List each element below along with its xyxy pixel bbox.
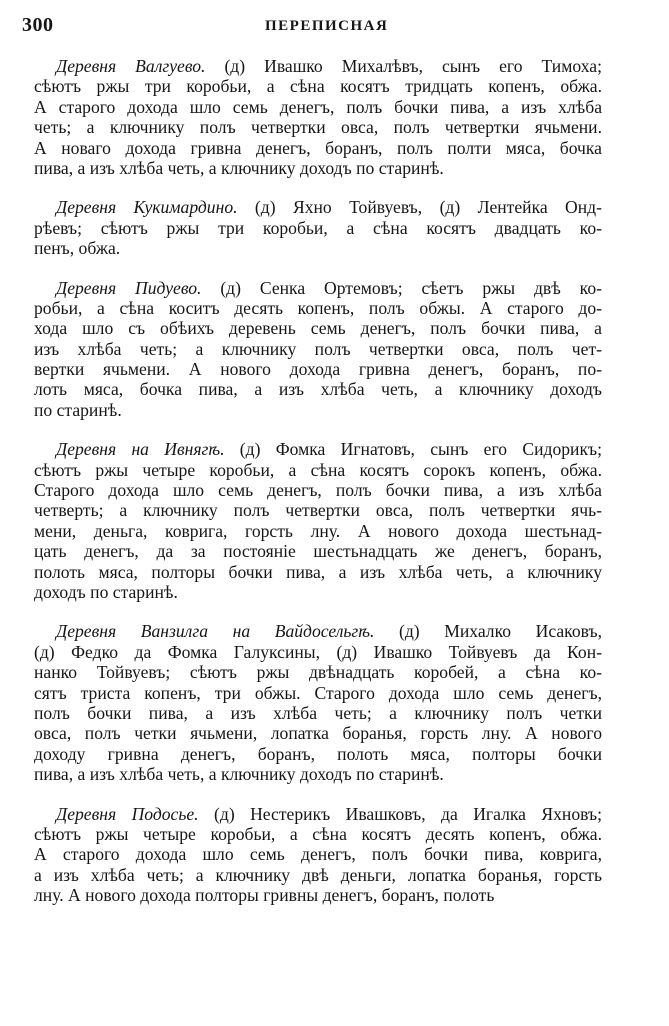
line-text: овса, полъ четки ячьмени, лопатка боранья, горсть лну. А нового — [34, 723, 602, 744]
text-line — [34, 824, 602, 844]
line-text: (д) Нестерикъ Ивашковъ, да Игалка Яхновъ; — [198, 803, 602, 824]
text-line — [34, 298, 602, 318]
text-line — [34, 662, 602, 682]
entry-paragraph — [34, 439, 602, 602]
text-line — [34, 158, 602, 178]
text-line — [34, 521, 602, 541]
text-line — [34, 744, 602, 764]
line-text: по старинѣ. — [34, 399, 122, 420]
village-title: Деревня Пидуево. — [56, 277, 202, 298]
text-line — [34, 621, 602, 641]
text-line — [34, 138, 602, 158]
running-head: ПЕРЕПИСНАЯ — [265, 18, 389, 34]
line-text: (д) Федко да Фомка Галуксины, (д) Ивашко Тойвуевъ да Кон- — [34, 641, 602, 662]
entry-paragraph — [34, 197, 602, 258]
line-text: нанко Тойвуевъ; сѣютъ ржы двѣнадцать коробей, а сѣна ко- — [34, 662, 602, 683]
page-number: 300 — [22, 14, 54, 36]
line-text: пива, а изъ хлѣба четь, а ключнику доходъ по старинѣ. — [34, 157, 444, 178]
entry-paragraph — [34, 621, 602, 784]
text-line — [34, 318, 602, 338]
line-text: хода шло съ обѣихъ деревень семь денегъ, полъ бочки пива, а — [34, 318, 602, 339]
line-text: а изъ хлѣба четь; а ключнику двѣ деньги, лопатка боранья, горсть — [34, 864, 602, 885]
text-line — [34, 582, 602, 602]
text-line — [34, 500, 602, 520]
text-line — [34, 439, 602, 459]
line-text: (д) Сенка Ортемовъ; сѣетъ ржы двѣ ко- — [201, 277, 602, 298]
entry-paragraph — [34, 56, 602, 178]
line-text: сѣютъ ржы четыре коробьи, а сѣна косятъ сорокъ копенъ, обжа. — [34, 459, 602, 480]
line-text: (д) Яхно Тойвуевъ, (д) Лентейка Онд- — [237, 197, 602, 218]
text-line — [34, 865, 602, 885]
text-line — [34, 339, 602, 359]
text-line — [34, 97, 602, 117]
line-text: (д) Михалко Исаковъ, — [374, 621, 602, 642]
line-text: полъ бочки пива, а изъ хлѣба четь; а ключнику полъ четки — [34, 702, 602, 723]
text-line — [34, 480, 602, 500]
line-text: пенъ, обжа. — [34, 238, 121, 259]
text-line — [34, 642, 602, 662]
text-line — [34, 804, 602, 824]
text-line — [34, 683, 602, 703]
line-text: четь; а ключнику полъ четвертки овса, полъ четвертки ячьмени. — [34, 117, 602, 138]
line-text: сѣютъ ржы четыре коробьи, а сѣна косятъ десять копенъ, обжа. — [34, 823, 602, 844]
text-line — [34, 723, 602, 743]
page-header — [22, 14, 622, 42]
village-title: Деревня Подосье. — [56, 803, 199, 824]
village-title: Деревня на Ивнягѣ. — [56, 439, 225, 460]
text-line — [34, 197, 602, 217]
line-text: Старого дохода шло семь денегъ, полъ бочки пива, а изъ хлѣба — [34, 480, 602, 501]
text-line — [34, 238, 602, 258]
line-text: доходу гривна денегъ, боранъ, полоть мяса, полторы бочки — [34, 743, 602, 764]
village-title: Деревня Валгуево. — [56, 56, 206, 76]
text-line — [34, 541, 602, 561]
line-text: сятъ триста копенъ, три обжы. Старого дохода шло семь денегъ, — [34, 682, 602, 703]
line-text: доходъ по старинѣ. — [34, 581, 178, 602]
body-text — [34, 56, 602, 924]
line-text: А старого дохода шло семь денегъ, полъ бочки пива, а изъ хлѣба — [34, 96, 602, 117]
text-line — [34, 562, 602, 582]
text-line — [34, 703, 602, 723]
line-text: сѣютъ ржы три коробьи, а сѣна косятъ тридцать копенъ, обжа. — [34, 76, 602, 97]
text-line — [34, 764, 602, 784]
line-text: мени, деньга, коврига, горсть лну. А нового дохода шестьнад- — [34, 520, 602, 541]
text-line — [34, 278, 602, 298]
text-line — [34, 56, 602, 76]
line-text: рѣевъ; сѣютъ ржы три коробьи, а сѣна косятъ двадцать ко- — [34, 217, 602, 238]
entry-paragraph — [34, 804, 602, 906]
line-text: (д) Ивашко Михалѣвъ, сынъ его Тимоха; — [205, 56, 602, 76]
text-line — [34, 460, 602, 480]
line-text: изъ хлѣба четь; а ключнику полъ четвертки овса, полъ чет- — [34, 338, 602, 359]
text-line — [34, 218, 602, 238]
text-line — [34, 379, 602, 399]
line-text: цать денегъ, да за постояніе шестьнадцать же денегъ, боранъ, — [34, 541, 602, 562]
line-text: четверть; а ключнику полъ четвертки овса, полъ четвертки ячь- — [34, 500, 602, 521]
village-title: Деревня Кукимардино. — [56, 197, 238, 218]
line-text: робьи, а сѣна коситъ десять копенъ, полъ обжы. А старого до- — [34, 297, 602, 318]
text-line — [34, 885, 602, 905]
text-line — [34, 359, 602, 379]
text-line — [34, 76, 602, 96]
line-text: А старого дохода шло семь денегъ, полъ бочки пива, коврига, — [34, 844, 602, 865]
line-text: лоть мяса, бочка пива, а изъ хлѣба четь, а ключнику доходъ — [34, 379, 602, 400]
line-text: (д) Фомка Игнатовъ, сынъ его Сидорикъ; — [224, 439, 602, 460]
entry-paragraph — [34, 278, 602, 421]
line-text: полоть мяса, полторы бочки пива, а изъ хлѣба четь, а ключнику — [34, 561, 602, 582]
text-line — [34, 400, 602, 420]
line-text: лну. А нового дохода полторы гривны денегъ, боранъ, полоть — [34, 885, 495, 906]
line-text: А новаго дохода гривна денегъ, боранъ, полъ полти мяса, бочка — [34, 137, 602, 158]
text-line — [34, 844, 602, 864]
line-text: пива, а изъ хлѣба четь, а ключнику доходъ по старинѣ. — [34, 764, 444, 785]
village-title: Деревня Ванзилга на Вайдосельгѣ. — [56, 621, 375, 642]
line-text: вертки ячьмени. А нового дохода гривна денегъ, боранъ, по- — [34, 359, 602, 380]
text-line — [34, 117, 602, 137]
